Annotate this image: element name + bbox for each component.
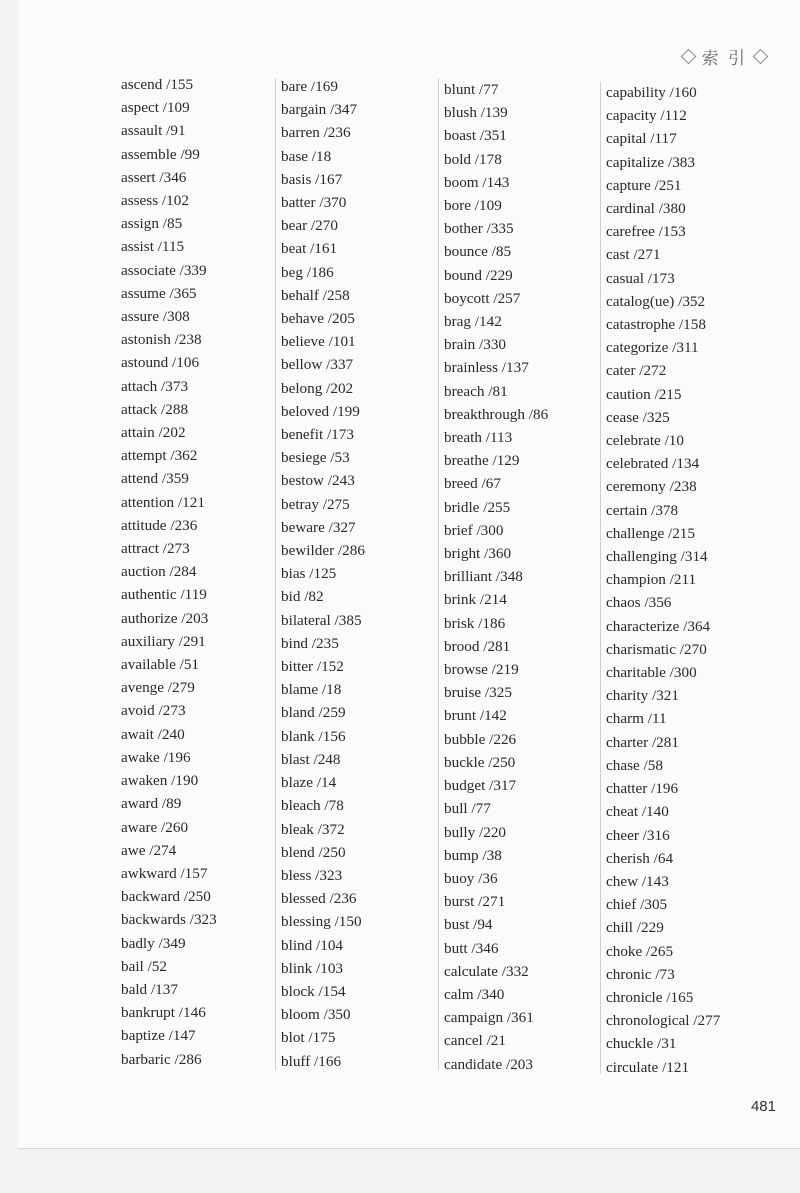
index-entry: carefree /153	[606, 223, 686, 241]
index-entry: cease /325	[606, 408, 670, 426]
index-entry: chaos /356	[606, 594, 672, 612]
page-header	[683, 44, 766, 69]
index-entry: blind /104	[281, 936, 344, 954]
index-entry: bear /270	[281, 217, 338, 235]
index-entry: awake /196	[121, 748, 191, 766]
index-entry: cancel /21	[444, 1032, 506, 1050]
index-entry: beware /327	[281, 518, 356, 536]
index-entry: brag /142	[444, 313, 502, 331]
index-entry: capitalize /383	[606, 153, 695, 171]
index-entry: believe /101	[281, 333, 356, 351]
index-entry: attach /373	[121, 377, 189, 395]
index-entry: attain /202	[121, 424, 186, 442]
index-entry: assert /346	[121, 168, 187, 186]
index-entry: bewilder /286	[281, 542, 365, 560]
index-entry: auxiliary /291	[121, 632, 206, 650]
index-entry: bridle /255	[444, 498, 511, 516]
index-entry: blunt /77	[444, 81, 499, 98]
index-entry: boom /143	[444, 173, 510, 191]
index-entry: circulate /121	[606, 1058, 690, 1076]
index-entry: challenge /215	[606, 524, 695, 542]
index-entry: brood /281	[444, 637, 511, 655]
index-entry: barren /236	[281, 124, 351, 142]
index-entry: aspect /109	[121, 99, 190, 117]
index-entry: bounce /85	[444, 243, 512, 261]
index-entry: cardinal /380	[606, 200, 686, 218]
index-entry: betray /275	[281, 495, 350, 513]
index-entry: beat /161	[281, 240, 338, 258]
index-entry: caution /215	[606, 385, 682, 403]
index-entry: bankrupt /146	[121, 1004, 206, 1022]
index-entry: baptize /147	[121, 1027, 196, 1045]
index-entry: chatter /196	[606, 780, 679, 798]
index-entry: charitable /300	[606, 664, 697, 682]
index-entry: beloved /199	[281, 402, 360, 420]
index-entry: brunt /142	[444, 707, 507, 725]
column-divider	[600, 82, 601, 1074]
index-entry: blaze /14	[281, 774, 337, 792]
index-entry: basis /167	[281, 170, 343, 188]
column-divider	[275, 78, 276, 1070]
index-entry: charter /281	[606, 733, 679, 751]
index-entry: bitter /152	[281, 658, 344, 676]
index-entry: assemble /99	[121, 145, 200, 163]
index-entry: catastrophe /158	[606, 316, 706, 334]
index-entry: blot /175	[281, 1029, 336, 1047]
index-entry: assume /365	[121, 284, 197, 302]
index-entry: cheer /316	[606, 826, 670, 844]
index-entry: chronicle /165	[606, 988, 694, 1006]
index-page	[18, 0, 800, 1149]
index-entry: bleak /372	[281, 820, 345, 838]
index-entry: capture /251	[606, 176, 682, 194]
index-entry: brilliant /348	[444, 568, 523, 586]
index-entry: challenging /314	[606, 548, 708, 566]
index-entry: capital /117	[606, 130, 677, 148]
index-entry: benefit /173	[281, 426, 354, 444]
index-entry: bluff /166	[281, 1052, 342, 1070]
index-entry: buckle /250	[444, 753, 516, 771]
index-entry: awe /274	[121, 841, 177, 859]
index-entry: cast /271	[606, 246, 661, 264]
index-entry: avoid /273	[121, 702, 186, 720]
index-entry: backward /250	[121, 888, 211, 906]
index-entry: besiege /53	[281, 449, 350, 467]
index-entry: breed /67	[444, 475, 501, 493]
column-divider	[438, 78, 439, 1070]
index-entry: catalog(ue) /352	[606, 292, 706, 310]
index-entry: award /89	[121, 795, 182, 813]
index-entry: bruise /325	[444, 684, 512, 702]
index-entry: bright /360	[444, 545, 512, 563]
index-entry: campaign /361	[444, 1009, 534, 1027]
index-entry: breakthrough /86	[444, 405, 549, 423]
index-entry: brisk /186	[444, 614, 506, 632]
index-entry: badly /349	[121, 934, 186, 952]
index-entry: bias /125	[281, 565, 337, 583]
index-entry: attempt /362	[121, 447, 198, 465]
index-entry: capacity /112	[606, 107, 687, 125]
index-entry: ascend /155	[121, 76, 194, 93]
page-number: 481	[750, 1098, 776, 1115]
index-entry: blush /139	[444, 104, 508, 122]
index-entry: avenge /279	[121, 679, 195, 697]
index-entry: casual /173	[606, 269, 675, 287]
index-entry: attack /288	[121, 400, 189, 418]
index-entry: chill /229	[606, 919, 664, 937]
index-entry: chase /58	[606, 756, 663, 774]
index-entry: barbaric /286	[121, 1050, 202, 1068]
index-column-4	[606, 81, 720, 1079]
index-entry: attitude /236	[121, 516, 198, 534]
index-entry: assault /91	[121, 122, 186, 140]
index-entry: bald /137	[121, 980, 178, 998]
index-entry: budget /317	[444, 777, 517, 795]
index-entry: bare /169	[281, 78, 338, 95]
index-entry: bull /77	[444, 800, 491, 818]
index-entry: behalf /258	[281, 286, 350, 304]
index-entry: categorize /311	[606, 339, 699, 357]
index-entry: bilateral /385	[281, 611, 362, 629]
index-entry: charismatic /270	[606, 640, 707, 658]
index-entry: celebrate /10	[606, 432, 684, 450]
index-entry: bubble /226	[444, 730, 517, 748]
index-entry: boast /351	[444, 127, 507, 145]
index-entry: bid /82	[281, 588, 324, 606]
index-entry: aware /260	[121, 818, 189, 836]
index-entry: chief /305	[606, 896, 668, 914]
index-entry: cater /272	[606, 362, 667, 380]
index-entry: calculate /332	[444, 962, 529, 980]
index-entry: butt /346	[444, 939, 499, 957]
index-entry: behave /205	[281, 310, 355, 328]
index-column-2	[281, 75, 365, 1073]
index-entry: authentic /119	[121, 586, 207, 604]
index-entry: bloom /350	[281, 1006, 351, 1024]
index-entry: assign /85	[121, 215, 183, 233]
index-entry: bargain /347	[281, 101, 358, 119]
index-entry: backwards /323	[121, 911, 217, 929]
index-entry: beg /186	[281, 263, 334, 281]
diamond-ornament-icon	[680, 49, 696, 65]
index-entry: burst /271	[444, 893, 506, 911]
index-entry: characterize /364	[606, 617, 711, 635]
index-entry: chronological /277	[606, 1012, 721, 1030]
index-entry: blast /248	[281, 750, 341, 768]
index-entry: ceremony /238	[606, 478, 697, 496]
index-entry: bestow /243	[281, 472, 355, 490]
index-entry: blame /18	[281, 681, 342, 699]
index-entry: breath /113	[444, 429, 513, 447]
index-entry: chronic /73	[606, 965, 675, 983]
index-entry: bold /178	[444, 150, 502, 168]
index-entry: blessed /236	[281, 890, 357, 908]
index-entry: associate /339	[121, 261, 207, 279]
index-entry: bully /220	[444, 823, 507, 841]
index-entry: boycott /257	[444, 289, 521, 307]
index-entry: brain /330	[444, 336, 507, 354]
index-entry: chew /143	[606, 872, 669, 890]
index-column-1	[121, 73, 217, 1071]
index-entry: calm /340	[444, 985, 505, 1003]
index-entry: bound /229	[444, 266, 513, 284]
index-entry: assure /308	[121, 308, 190, 326]
index-entry: charm /11	[606, 710, 667, 728]
index-entry: candidate /203	[444, 1055, 533, 1073]
index-entry: bore /109	[444, 197, 502, 215]
index-entry: bellow /337	[281, 356, 354, 374]
header-title: 索 引	[701, 49, 747, 69]
index-entry: browse /219	[444, 661, 519, 679]
index-entry: batter /370	[281, 194, 347, 212]
index-entry: astonish /238	[121, 331, 202, 349]
index-entry: bother /335	[444, 220, 514, 238]
index-entry: bail /52	[121, 957, 167, 975]
index-entry: attract /273	[121, 540, 190, 558]
index-entry: awkward /157	[121, 864, 208, 882]
index-entry: blend /250	[281, 843, 346, 861]
index-entry: assist /115	[121, 238, 185, 256]
index-entry: bind /235	[281, 634, 339, 652]
index-entry: astound /106	[121, 354, 200, 372]
index-entry: brainless /137	[444, 359, 529, 377]
index-entry: certain /378	[606, 501, 679, 519]
index-entry: cheat /140	[606, 803, 669, 821]
index-entry: charity /321	[606, 687, 679, 705]
index-column-3	[444, 78, 548, 1076]
index-entry: capability /160	[606, 84, 697, 101]
index-entry: bland /259	[281, 704, 346, 722]
index-entry: available /51	[121, 656, 200, 674]
index-entry: await /240	[121, 725, 185, 743]
index-entry: attend /359	[121, 470, 189, 488]
index-entry: brink /214	[444, 591, 507, 609]
index-entry: awaken /190	[121, 772, 199, 790]
index-entry: block /154	[281, 982, 346, 1000]
index-entry: brief /300	[444, 521, 504, 539]
index-entry: chuckle /31	[606, 1035, 677, 1053]
index-entry: buoy /36	[444, 869, 498, 887]
index-entry: blink /103	[281, 959, 344, 977]
index-entry: breathe /129	[444, 452, 520, 470]
index-entry: authorize /203	[121, 609, 209, 627]
index-entry: breach /81	[444, 382, 508, 400]
index-entry: champion /211	[606, 571, 697, 589]
index-entry: base /18	[281, 147, 332, 165]
index-entry: belong /202	[281, 379, 354, 397]
index-entry: cherish /64	[606, 849, 674, 867]
index-entry: bleach /78	[281, 797, 344, 815]
diamond-ornament-icon	[753, 49, 769, 65]
index-entry: attention /121	[121, 493, 205, 511]
index-entry: bless /323	[281, 866, 343, 884]
index-entry: choke /265	[606, 942, 674, 960]
index-entry: blank /156	[281, 727, 346, 745]
index-entry: auction /284	[121, 563, 197, 581]
index-entry: blessing /150	[281, 913, 362, 931]
index-entry: bump /38	[444, 846, 502, 864]
index-entry: bust /94	[444, 916, 493, 934]
index-entry: celebrated /134	[606, 455, 700, 473]
index-entry: assess /102	[121, 192, 189, 210]
